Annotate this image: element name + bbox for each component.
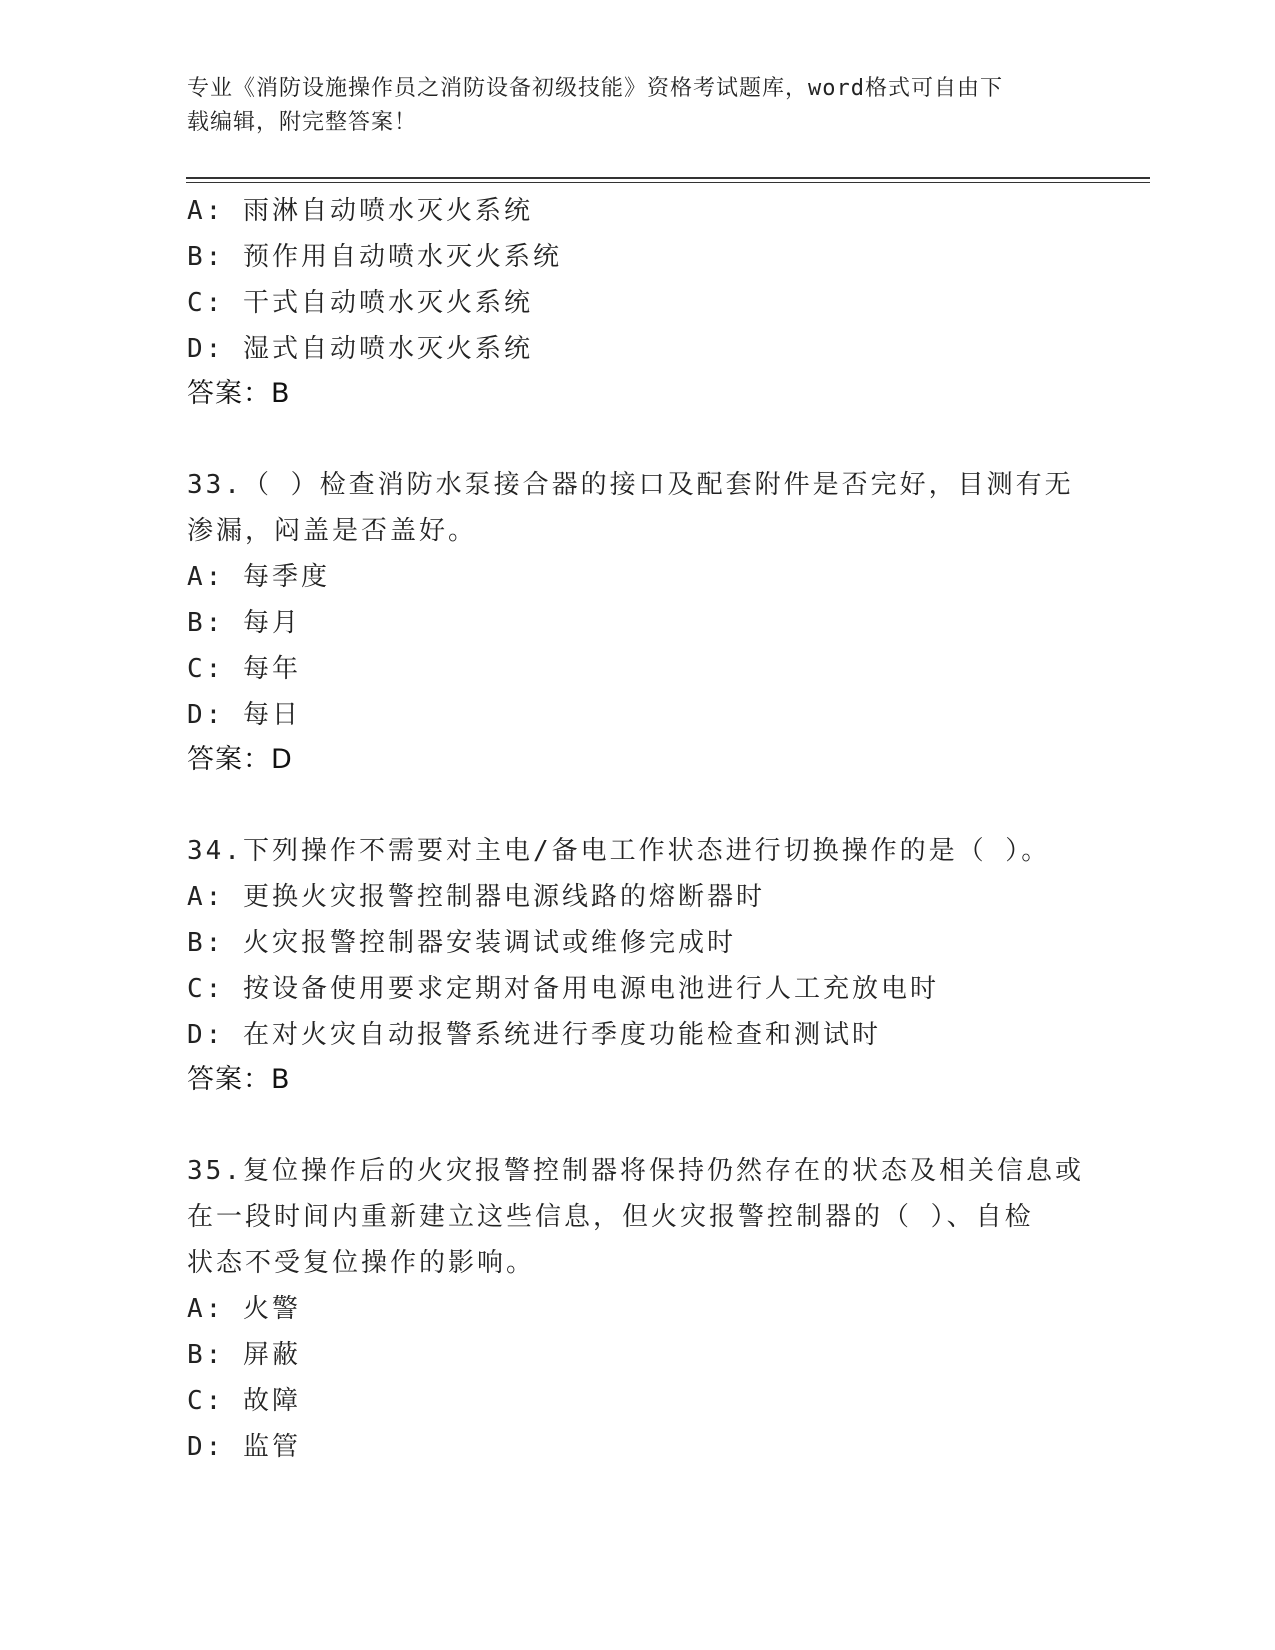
- question-stem-line: 状态不受复位操作的影响。: [187, 1248, 536, 1278]
- option-c: C: 故障: [187, 1386, 301, 1416]
- header-divider-thick: [186, 177, 1150, 179]
- answer-line: 答案：D: [187, 744, 293, 775]
- answer-line: 答案：B: [187, 378, 291, 409]
- question-34: [187, 828, 1087, 1102]
- question-stem-line: 33.（ ）检查消防水泵接合器的接口及配套附件是否完好，目测有无: [187, 470, 1074, 500]
- question-35: [187, 1148, 1087, 1470]
- option-a: A: 更换火灾报警控制器电源线路的熔断器时: [187, 882, 765, 912]
- question-stem-line: 35.复位操作后的火灾报警控制器将保持仍然存在的状态及相关信息或: [187, 1156, 1084, 1186]
- option-d: D: 在对火灾自动报警系统进行季度功能检查和测试时: [187, 1020, 881, 1050]
- option-b: B: 火灾报警控制器安装调试或维修完成时: [187, 928, 736, 958]
- question-32: [187, 188, 1087, 416]
- question-list: [187, 188, 1087, 1470]
- question-stem-line: 34.下列操作不需要对主电/备电工作状态进行切换操作的是（ ）。: [187, 836, 1051, 866]
- option-b: B: 预作用自动喷水灭火系统: [187, 242, 562, 272]
- spacer: [187, 1102, 1087, 1148]
- spacer: [187, 782, 1087, 828]
- option-c: C: 每年: [187, 654, 301, 684]
- option-a: A: 火警: [187, 1294, 301, 1324]
- question-33: [187, 462, 1087, 782]
- option-b: B: 每月: [187, 608, 301, 638]
- option-b: B: 屏蔽: [187, 1340, 301, 1370]
- option-d: D: 湿式自动喷水灭火系统: [187, 334, 533, 364]
- option-a: A: 雨淋自动喷水灭火系统: [187, 196, 533, 226]
- option-c: C: 按设备使用要求定期对备用电源电池进行人工充放电时: [187, 974, 939, 1004]
- question-stem-line: 在一段时间内重新建立这些信息，但火灾报警控制器的（ ）、自检: [187, 1202, 1034, 1232]
- option-c: C: 干式自动喷水灭火系统: [187, 288, 533, 318]
- spacer: [187, 416, 1087, 462]
- option-d: D: 监管: [187, 1432, 301, 1462]
- header-line-2: 载编辑，附完整答案！: [187, 110, 418, 135]
- option-a: A: 每季度: [187, 562, 330, 592]
- answer-line: 答案：B: [187, 1064, 291, 1095]
- header-divider-thin: [186, 182, 1150, 183]
- header-line-1: 专业《消防设施操作员之消防设备初级技能》资格考试题库，word格式可自由下: [187, 76, 1003, 101]
- document-header: [187, 72, 1067, 140]
- option-d: D: 每日: [187, 700, 301, 730]
- question-stem-line: 渗漏，闷盖是否盖好。: [187, 516, 478, 546]
